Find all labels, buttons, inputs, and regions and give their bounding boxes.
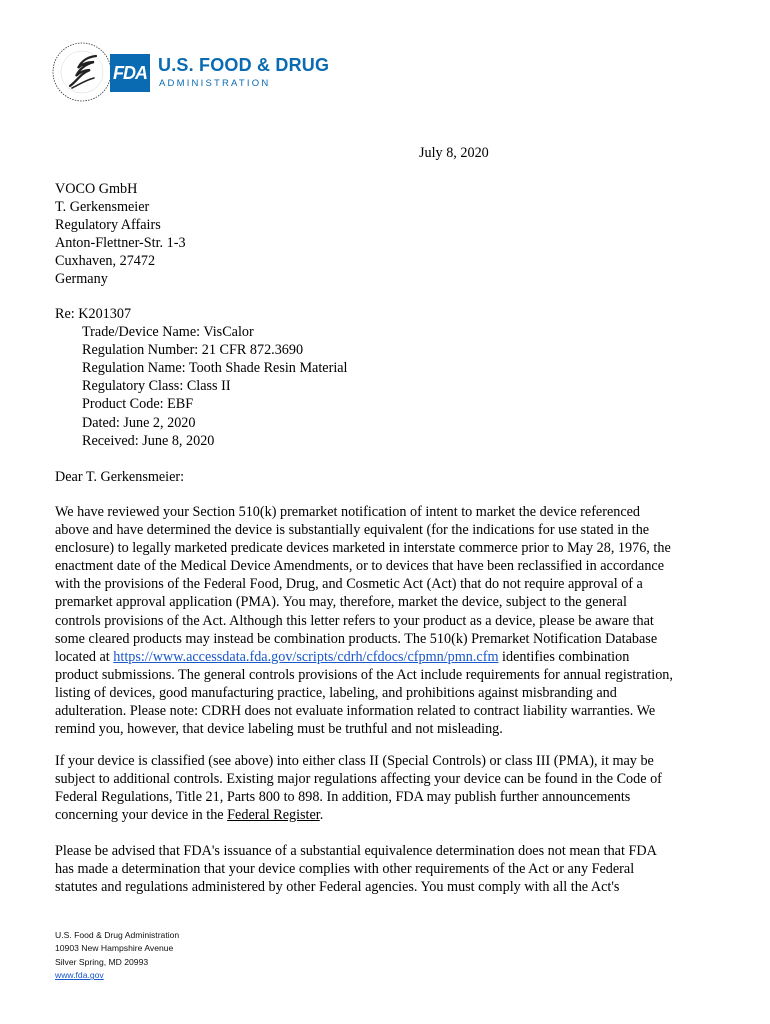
federal-register-link[interactable]: Federal Register [227,807,320,824]
paragraph-line: subject to additional controls. Existing major regulations affecting your device can be found in the Code of [55,771,662,788]
address-line: Anton-Flettner-Str. 1-3 [55,235,186,252]
paragraph-line: product submissions. The general controls provisions of the Act include requirements for annual registration, [55,666,673,683]
paragraph-line: some cleared products may instead be combination products. The 510(k) Premarket Notification Database [55,630,658,647]
paragraph-line: statutes and regulations administered by other Federal agencies. You must comply with all the Act's [55,879,620,896]
pmn-database-link[interactable]: https://www.accessdata.fda.gov/scripts/cdrh/cfdocs/cfpmn/pmn.cfm [113,648,499,665]
footer-city: Silver Spring, MD 20993 [55,956,149,967]
reference-detail: Regulation Number: 21 CFR 872.3690 [82,342,304,359]
paragraph-line: listing of devices, good manufacturing practice, labeling, and prohibitions against misbranding and [55,684,617,701]
paragraph-line: adulteration. Please note: CDRH does not evaluate information related to contract liability warranties. We [55,703,656,720]
fda-logo-box: FDA [110,54,150,92]
paragraph-additional-controls [55,752,715,824]
paragraph-line: controls provisions of the Act. Although this letter refers to your product as a device, please be aware that [55,612,654,629]
paragraph-line: We have reviewed your Section 510(k) premarket notification of intent to market the device referenced [55,504,641,520]
fda-logo [110,54,370,94]
paragraph-line-with-link [55,648,715,666]
letter-date: July 8, 2020 [419,145,489,161]
reference-detail: Received: June 8, 2020 [82,432,215,449]
reference-detail: Regulation Name: Tooth Shade Resin Material [82,360,348,377]
paragraph-line: has made a determination that your device complies with other requirements of the Act or any Federal [55,861,635,878]
paragraph-line: If your device is classified (see above) into either class II (Special Controls) or class III (PMA), it may be [55,753,654,769]
paragraph-line-with-link [55,806,715,824]
paragraph-line: premarket approval application (PMA). You may, therefore, market the device, subject to the general [55,594,627,611]
fda-logo-title: U.S. FOOD & DRUG [158,55,330,75]
link-suffix-text: identifies combination [498,648,630,665]
link-prefix-text: concerning your device in the [55,807,228,824]
footer-address [55,929,179,983]
address-line: VOCO GmbH [55,181,138,197]
paragraph-line: enactment date of the Medical Device Amendments, or to devices that have been reclassified in accordance [55,558,665,575]
paragraph-line: above and have determined the device is substantially equivalent (for the indications for use stated in the [55,522,650,539]
footer-website-link[interactable]: www.fda.gov [55,970,104,981]
address-line: Cuxhaven, 27472 [55,253,156,270]
paragraph-determination [55,503,715,738]
address-line: Germany [55,271,108,288]
footer-org: U.S. Food & Drug Administration [55,930,180,940]
recipient-address [55,180,186,289]
salutation: Dear T. Gerkensmeier: [55,469,185,485]
reference-block [55,305,348,450]
address-line: Regulatory Affairs [55,217,161,234]
letterhead [50,40,370,110]
reference-detail: Product Code: EBF [82,396,194,413]
address-line: T. Gerkensmeier [55,199,150,216]
paragraph-line: with the provisions of the Federal Food, Drug, and Cosmetic Act (Act) that do not require approval of a [55,576,643,593]
reference-detail: Trade/Device Name: VisCalor [82,324,254,341]
footer-street: 10903 New Hampshire Avenue [55,943,174,954]
hhs-seal-icon [50,40,114,104]
link-prefix-text: located at [55,648,114,665]
reference-number: Re: K201307 [55,306,132,322]
paragraph-line: enclosure) to legally marketed predicate devices marketed in interstate commerce prior to May 28, 1976, the [55,540,671,557]
paragraph-advisory [55,842,715,896]
reference-detail: Dated: June 2, 2020 [82,414,196,431]
reference-detail: Regulatory Class: Class II [82,378,231,395]
paragraph-line: Please be advised that FDA's issuance of a substantial equivalence determination does not mean that FDA [55,843,657,859]
paragraph-line: remind you, however, that device labeling must be truthful and not misleading. [55,721,503,738]
link-suffix-text: . [319,807,324,824]
paragraph-line: Federal Regulations, Title 21, Parts 800 to 898. In addition, FDA may publish further announcements [55,789,631,806]
fda-logo-subtitle: ADMINISTRATION [159,78,271,89]
